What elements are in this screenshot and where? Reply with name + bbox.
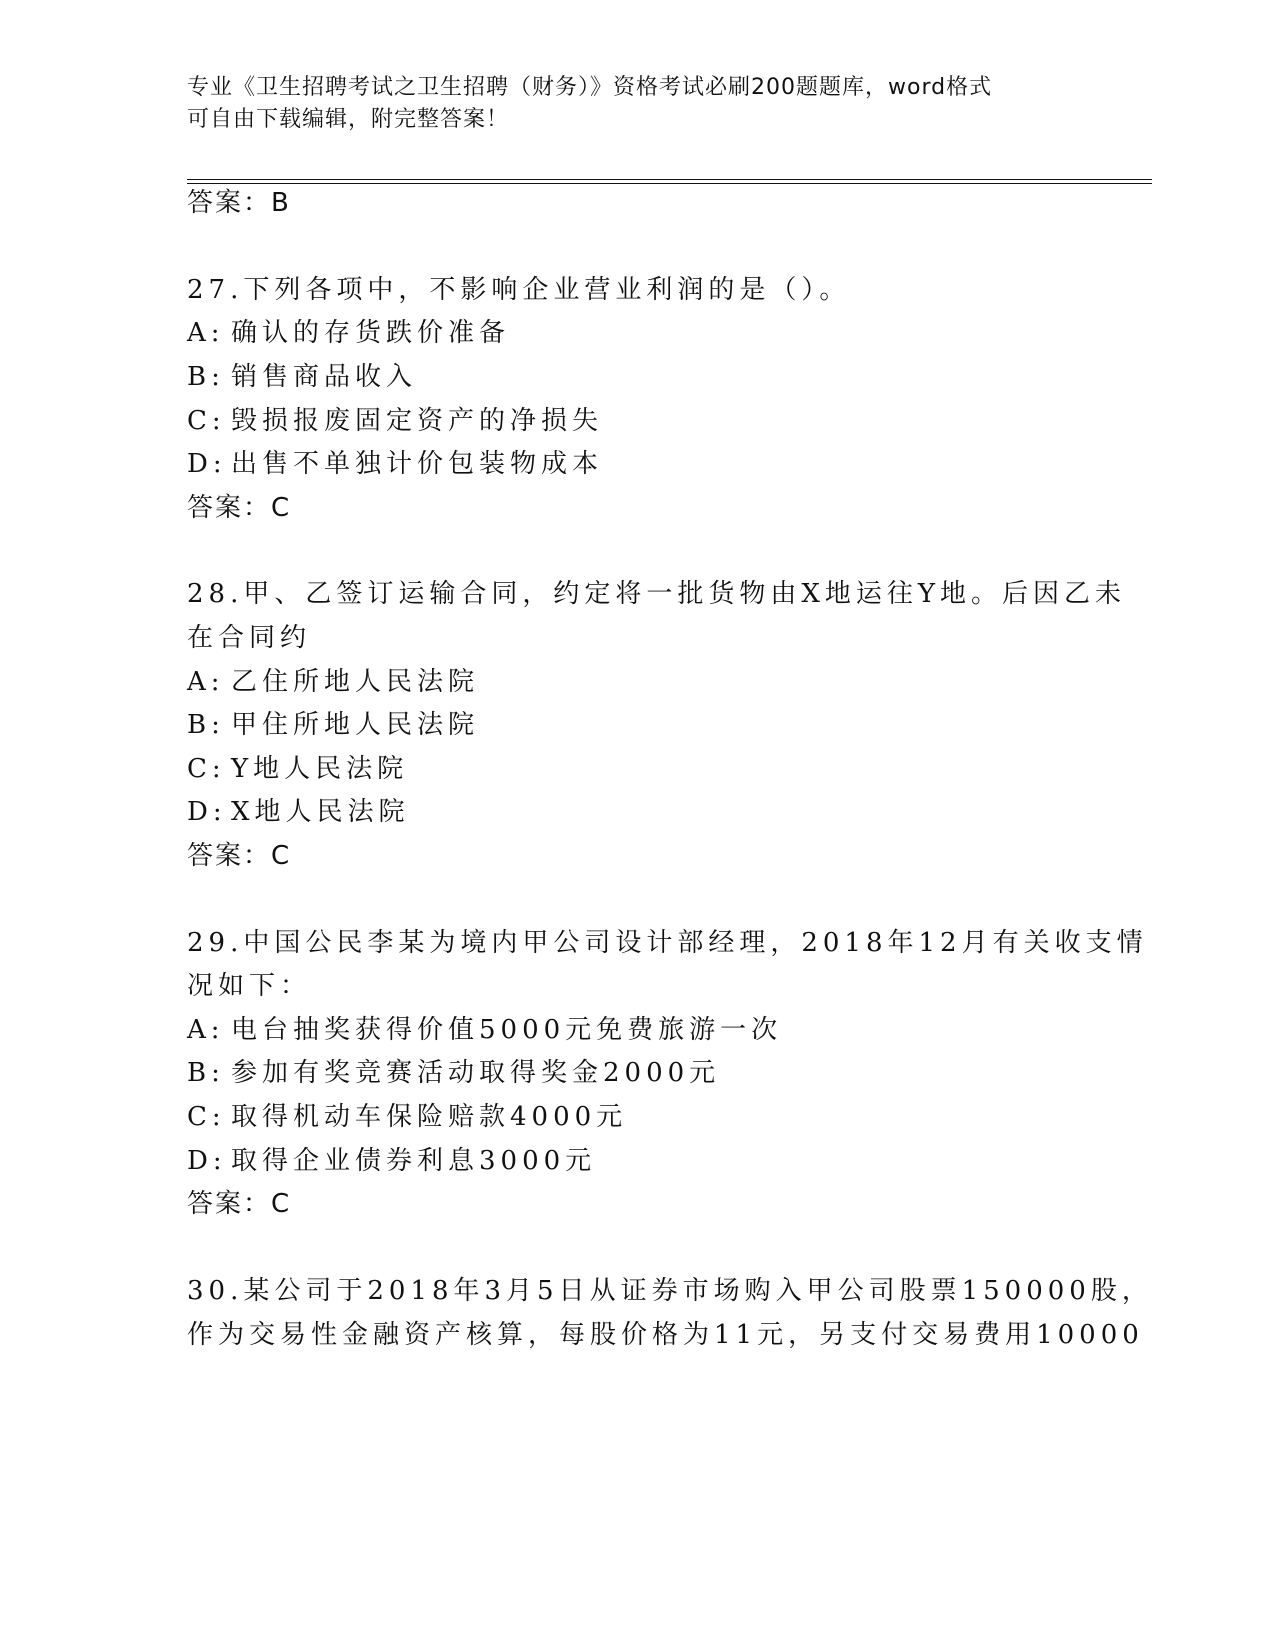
question-stem-continued: 作为交易性金融资产核算，每股价格为11元，另支付交易费用10000 <box>187 1320 1144 1350</box>
option-b <box>187 707 479 743</box>
option-letter: C: <box>187 406 226 436</box>
answer-label: 答案：C <box>187 1189 292 1219</box>
option-b <box>187 1055 720 1091</box>
option-a <box>187 1012 782 1048</box>
option-text: X地人民法院 <box>231 797 410 827</box>
document-header <box>187 72 1067 136</box>
option-d <box>187 794 410 830</box>
option-letter: A: <box>187 1015 225 1045</box>
option-c <box>187 403 603 439</box>
option-b <box>187 359 417 395</box>
option-c <box>187 1099 627 1135</box>
option-text: 销售商品收入 <box>231 362 418 392</box>
option-letter: A: <box>187 667 225 697</box>
option-text: 出售不单独计价包装物成本 <box>231 449 604 479</box>
option-letter: B: <box>187 362 225 392</box>
option-letter: B: <box>187 1058 225 1088</box>
header-divider-top <box>187 179 1152 180</box>
header-line-1: 专业《卫生招聘考试之卫生招聘（财务）》资格考试必刷200题题库，word格式 <box>187 75 993 100</box>
question-stem: 29.中国公民李某为境内甲公司设计部经理，2018年12月有关收支情 <box>187 928 1148 958</box>
answer-label: 答案：C <box>187 493 292 523</box>
option-a <box>187 315 510 351</box>
question-stem: 30.某公司于2018年3月5日从证券市场购入甲公司股票150000股， <box>187 1276 1153 1306</box>
option-letter: D: <box>187 797 227 827</box>
option-letter: D: <box>187 1146 227 1176</box>
option-d <box>187 1143 596 1179</box>
option-a <box>187 664 479 700</box>
option-letter: B: <box>187 710 225 740</box>
option-text: Y地人民法院 <box>231 754 409 784</box>
option-text: 毁损报废固定资产的净损失 <box>231 406 604 436</box>
option-letter: A: <box>187 318 225 348</box>
option-letter: C: <box>187 754 226 784</box>
option-text: 甲住所地人民法院 <box>231 710 480 740</box>
question-stem-continued: 在合同约 <box>187 623 312 653</box>
question-stem-continued: 况如下： <box>187 971 312 1001</box>
option-c <box>187 751 408 787</box>
header-divider-bottom <box>187 183 1152 184</box>
option-text: 参加有奖竞赛活动取得奖金2000元 <box>231 1058 721 1088</box>
answer-label: 答案：C <box>187 841 292 871</box>
option-d <box>187 446 603 482</box>
option-text: 取得机动车保险赔款4000元 <box>231 1102 628 1132</box>
header-line-2: 可自由下载编辑，附完整答案！ <box>187 107 510 132</box>
option-letter: C: <box>187 1102 226 1132</box>
option-text: 确认的存货跌价准备 <box>231 318 511 348</box>
answer-label: 答案：B <box>187 188 291 218</box>
option-text: 乙住所地人民法院 <box>231 667 480 697</box>
option-text: 电台抽奖获得价值5000元免费旅游一次 <box>231 1015 783 1045</box>
question-stem: 28.甲、乙签订运输合同，约定将一批货物由X地运往Y地。后因乙未 <box>187 579 1127 609</box>
question-stem: 27.下列各项中，不影响企业营业利润的是（）。 <box>187 275 851 305</box>
option-text: 取得企业债券利息3000元 <box>231 1146 597 1176</box>
option-letter: D: <box>187 449 227 479</box>
